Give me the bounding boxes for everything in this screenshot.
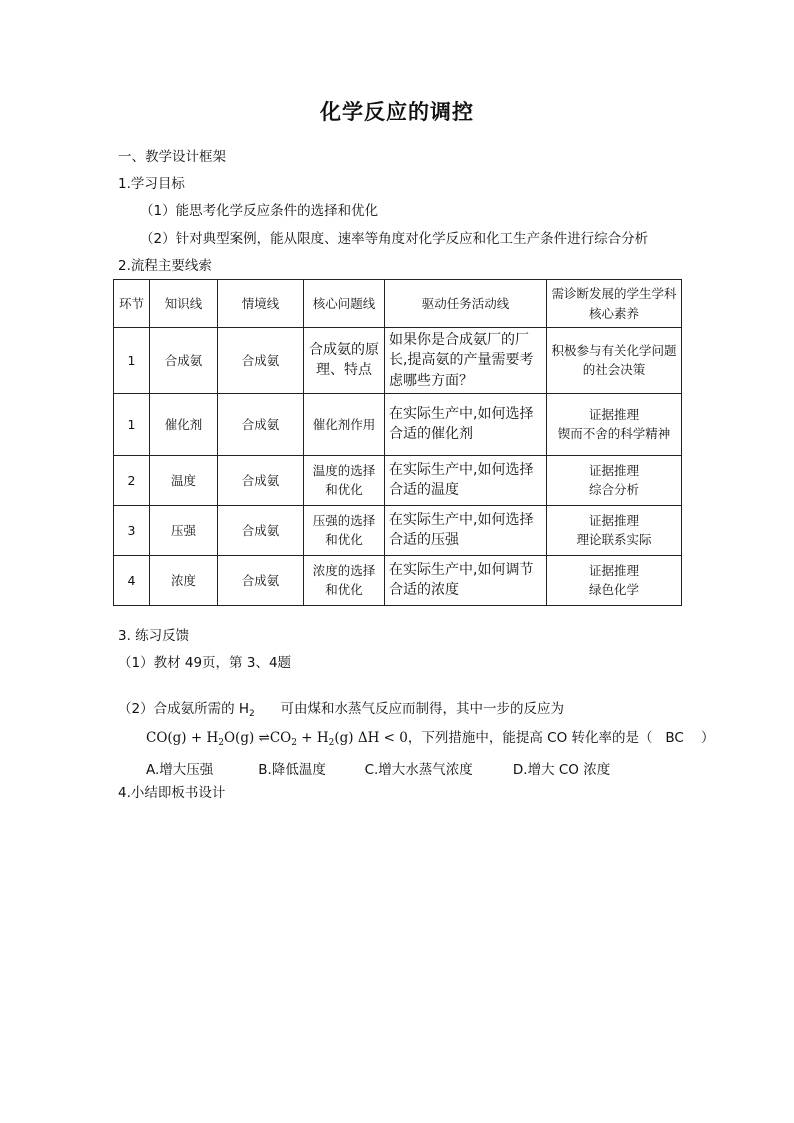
cell-knowledge: 催化剂	[150, 393, 218, 455]
header-cell: 核心问题线	[304, 280, 385, 328]
cell-literacy: 积极参与有关化学问题的社会决策	[547, 328, 682, 394]
cell-num: 2	[114, 455, 150, 505]
header-cell: 知识线	[150, 280, 218, 328]
page-title: 化学反应的调控	[320, 100, 474, 124]
cell-literacy: 证据推理 理论联系实际	[547, 505, 682, 555]
option-c: C.增大水蒸气浓度	[364, 762, 473, 778]
answer-options	[146, 758, 610, 778]
cell-context: 合成氨	[218, 393, 304, 455]
subscript: 2	[291, 738, 297, 748]
header-cell: 情境线	[218, 280, 304, 328]
cell-knowledge: 温度	[150, 455, 218, 505]
cell-num: 4	[114, 555, 150, 605]
subscript: 2	[328, 738, 335, 748]
exercise-2-prefix: （2）合成氨所需的 H	[118, 701, 250, 717]
goal-item: （1）能思考化学反应条件的选择和优化	[140, 203, 379, 219]
option-d: D.增大 CO 浓度	[512, 762, 611, 778]
section-heading: 一、教学设计框架	[118, 149, 226, 165]
cell-core: 合成氨的原理、特点	[304, 328, 385, 394]
equation-part: + H	[296, 730, 329, 746]
cell-context: 合成氨	[218, 555, 304, 605]
cell-context: 合成氨	[218, 328, 304, 394]
header-cell: 需诊断发展的学生学科核心素养	[547, 280, 682, 328]
cell-task: 如果你是合成氨厂的厂长,提高氨的产量需要考虑哪些方面？	[385, 328, 547, 394]
cell-literacy: 证据推理 绿色化学	[547, 555, 682, 605]
table-header-row	[114, 280, 682, 328]
reaction-equation	[146, 726, 714, 746]
equation-part: O(g) ⇌CO	[223, 730, 292, 746]
subheading-summary: 4.小结即板书设计	[118, 785, 226, 801]
cell-core: 浓度的选择和优化	[304, 555, 385, 605]
cell-literacy: 证据推理 锲而不舍的科学精神	[547, 393, 682, 455]
table-row	[114, 328, 682, 394]
cell-task: 在实际生产中,如何选择合适的催化剂	[385, 393, 547, 455]
header-cell: 驱动任务活动线	[385, 280, 547, 328]
subscript: 2	[218, 738, 224, 748]
subheading-practice: 3. 练习反馈	[118, 628, 190, 644]
cell-context: 合成氨	[218, 455, 304, 505]
subheading-flow: 2.流程主要线索	[118, 258, 212, 274]
flow-table	[113, 279, 682, 606]
cell-num: 1	[114, 393, 150, 455]
cell-num: 1	[114, 328, 150, 394]
exercise-2-stem	[118, 697, 564, 717]
cell-task: 在实际生产中,如何选择合适的压强	[385, 505, 547, 555]
question-text: 下列措施中，能提高 CO 转化率的是（ BC ）	[421, 730, 715, 746]
exercise-2-rest: 可由煤和水蒸气反应而制得，其中一步的反应为	[254, 701, 565, 717]
cell-num: 3	[114, 505, 150, 555]
cell-task: 在实际生产中,如何调节合适的浓度	[385, 555, 547, 605]
equation-part: (g) ΔH < 0，	[334, 730, 422, 746]
cell-task: 在实际生产中,如何选择合适的温度	[385, 455, 547, 505]
cell-core: 催化剂作用	[304, 393, 385, 455]
cell-knowledge: 浓度	[150, 555, 218, 605]
equation-part: CO(g) + H	[146, 730, 219, 746]
cell-core: 压强的选择和优化	[304, 505, 385, 555]
subheading-goals: 1.学习目标	[118, 176, 185, 192]
cell-literacy: 证据推理 综合分析	[547, 455, 682, 505]
cell-knowledge: 压强	[150, 505, 218, 555]
table-row	[114, 505, 682, 555]
table-row	[114, 393, 682, 455]
table-row	[114, 555, 682, 605]
option-a: A.增大压强	[146, 762, 214, 778]
goal-item: （2）针对典型案例，能从限度、速率等角度对化学反应和化工生产条件进行综合分析	[140, 231, 649, 247]
header-cell: 环节	[114, 280, 150, 328]
exercise-1: （1）教材 49页，第 3、4题	[118, 655, 292, 671]
table-row	[114, 455, 682, 505]
subscript: 2	[249, 709, 255, 719]
option-b: B.降低温度	[258, 762, 326, 778]
cell-core: 温度的选择和优化	[304, 455, 385, 505]
cell-context: 合成氨	[218, 505, 304, 555]
cell-knowledge: 合成氨	[150, 328, 218, 394]
